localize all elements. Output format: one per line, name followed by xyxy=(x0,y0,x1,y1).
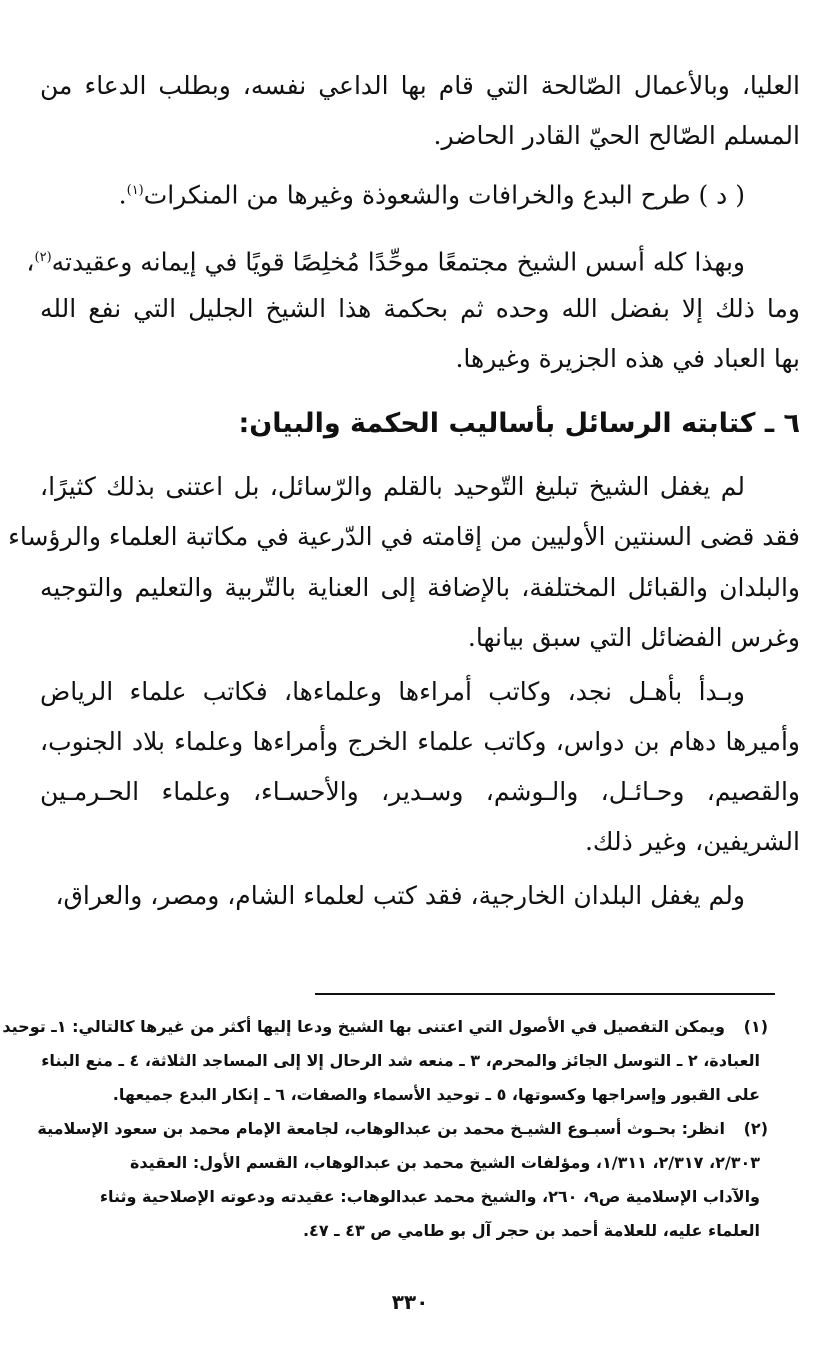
body-line-7: لم يغفل الشيخ تبليغ التّوحيد بالقلم والرّسائل، بل اعتنى بذلك كثيرًا، xyxy=(40,472,745,501)
footnote-1-number: (١) xyxy=(743,1017,768,1036)
body-line-14: الشريفين، وغير ذلك. xyxy=(584,827,800,856)
body-line-4-text: وبهذا كله أسس الشيخ مجتمعًا موحِّدًا مُخلِصًا قويًا في إيمانه وعقيدته xyxy=(51,247,745,277)
footnote-separator xyxy=(315,993,775,995)
body-line-13: والقصيم، وحـائـل، والـوشم، وسـدير، والأحسـاء، وعلماء الحـرمـين xyxy=(40,777,800,806)
footnote-2-line-2: ٢/٣٠٣، ٢/٣١٧، ١/٣١١، ومؤلفات الشيخ محمد بن عبدالوهاب، القسم الأول: العقيدة xyxy=(129,1153,760,1172)
footnote-2-number: (٢) xyxy=(743,1119,768,1138)
body-line-1: العليا، وبالأعمال الصّالحة التي قام بها الداعي نفسه، وبطلب الدعاء من xyxy=(40,71,800,100)
body-line-3-text: ( د ) طرح البدع والخرافات والشعوذة وغيرها من المنكرات xyxy=(143,180,745,210)
body-line-11: وبـدأ بأهـل نجد، وكاتب أمراءها وعلماءها، فكاتب علماء الرياض xyxy=(40,677,745,706)
body-line-12: وأميرها دهام بن دواس، وكاتب علماء الخرج وأمراءها وعلماء بلاد الجنوب، xyxy=(40,727,800,756)
footnote-2-line-4: العلماء عليه، للعلامة أحمد بن حجر آل بو طامي ص ٤٣ ـ ٤٧. xyxy=(302,1221,760,1240)
body-line-10: وغرس الفضائل التي سبق بيانها. xyxy=(467,623,800,652)
footnote-1-line-3: على القبور وإسراجها وكسوتها، ٥ ـ توحيد الأسماء والصفات، ٦ ـ إنكار البدع جميعها. xyxy=(112,1085,760,1104)
body-line-2: المسلم الصّالح الحيّ القادر الحاضر. xyxy=(433,121,800,150)
body-line-4 xyxy=(26,238,745,282)
body-line-3-tail: . xyxy=(118,180,127,210)
footnote-1-line-2: العبادة، ٢ ـ التوسل الجائز والمحرم، ٣ ـ منعه شد الرحال إلا إلى المساجد الثلاثة، ٤ ـ منع البناء xyxy=(41,1051,760,1070)
footnote-ref-1: (١) xyxy=(126,183,144,198)
body-line-15: ولم يغفل البلدان الخارجية، فقد كتب لعلماء الشام، ومصر، والعراق، xyxy=(55,881,745,910)
body-line-4-tail: ، xyxy=(26,247,35,277)
body-line-3 xyxy=(40,171,745,215)
footnote-2-line-3: والآداب الإسلامية ص٩، ٢٦٠، والشيخ محمد عبدالوهاب: عقيدته ودعوته الإصلاحية وثناء xyxy=(99,1187,760,1206)
section-heading: ٦ ـ كتابته الرسائل بأساليب الحكمة والبيان: xyxy=(238,408,800,439)
footnote-1-line-1: ويمكن التفصيل في الأصول التي اعتنى بها الشيخ ودعا إليها أكثر من غيرها كالتالي: ١ـ توحيد xyxy=(2,1017,725,1036)
footnote-ref-2: (٢) xyxy=(34,250,52,265)
footnote-2-line-1: انظر: بحـوث أسبـوع الشيـخ محمد بن عبدالوهاب، لجامعة الإمام محمد بن سعود الإسلامية xyxy=(37,1119,725,1138)
body-line-9: والبلدان والقبائل المختلفة، بالإضافة إلى العناية بالتّربية والتعليم والتوجيه xyxy=(40,573,800,602)
page-number: ٣٣٠ xyxy=(391,1290,429,1314)
body-line-5: وما ذلك إلا بفضل الله وحده ثم بحكمة هذا الشيخ الجليل التي نفع الله xyxy=(40,294,800,323)
body-line-6: بها العباد في هذه الجزيرة وغيرها. xyxy=(455,344,800,373)
body-line-8: فقد قضى السنتين الأوليين من إقامته في الدّرعية في مكاتبة العلماء والرؤساء xyxy=(8,522,800,551)
